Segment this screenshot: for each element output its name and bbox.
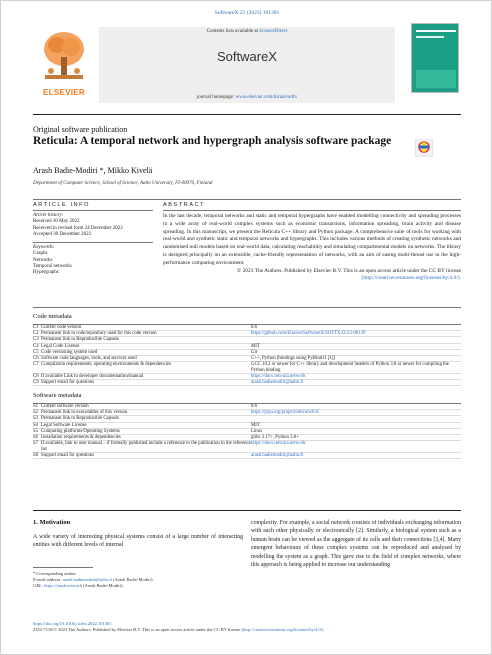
journal-reference[interactable]: SoftwareX 21 (2023) 101301	[214, 10, 280, 16]
metadata-row-label: Installation requirements & dependencies	[41, 434, 121, 440]
metadata-row-number: C1	[33, 325, 39, 330]
journal-cover-thumbnail[interactable]	[411, 23, 459, 93]
metadata-row	[33, 453, 461, 459]
author-list: Arash Badie-Modiri *, Mikko Kivelä	[33, 166, 153, 175]
author-email-link[interactable]: arash.badiemodiri@aalto.fi	[62, 577, 112, 582]
contents-prefix: Contents lists available at	[206, 29, 260, 34]
metadata-row-value: Git	[251, 349, 258, 355]
metadata-row-label: Permanent link to Reproducible Capsule	[41, 416, 119, 422]
cover-title-bar	[416, 30, 456, 32]
metadata-row-label: Permanent link to code/repository used for this code version	[41, 331, 157, 337]
keyword-item: Networks	[33, 257, 53, 263]
metadata-row-link[interactable]: https://docs.reticula.network	[251, 441, 306, 447]
cover-subtitle-bar	[416, 36, 444, 38]
contents-available	[99, 29, 395, 34]
body-divider	[33, 510, 461, 511]
software-metadata-table	[33, 404, 461, 459]
metadata-row-label: Compilation requirements, operating environments & dependencies	[41, 362, 172, 368]
metadata-row	[33, 441, 461, 452]
keyword-item: Graphs	[33, 251, 48, 257]
metadata-row-number: S5	[33, 428, 39, 434]
article-info-heading: ARTICLE INFO	[33, 202, 90, 208]
homepage-prefix: journal homepage:	[196, 95, 236, 100]
footnote-rule	[33, 567, 93, 568]
metadata-row-number: S3	[33, 416, 39, 422]
metadata-row-label: Current software version	[41, 404, 89, 409]
metadata-row-link[interactable]: https://pypi.org/project/reticula/0.6/	[251, 410, 320, 416]
url-suffix: (Arash Badie-Modiri).	[82, 583, 124, 588]
body-left-column: A wide variety of interesting physical systems consist of a large number of interacting entities with different levels of internal	[33, 534, 243, 549]
corresponding-author-note: * Corresponding author.	[33, 571, 77, 576]
metadata-row-value: C++, Python (bindings using PyBind11 [1])	[251, 355, 336, 361]
copyright-text: © 2023 The Authors. Published by Elsevier B.V. This is an open access article under the CC BY license	[237, 267, 461, 274]
metadata-row-label: Current code version	[41, 325, 82, 330]
elsevier-wordmark: ELSEVIER	[43, 88, 85, 97]
metadata-row-label: Permanent link to executables of this version	[41, 410, 128, 416]
journal-homepage	[99, 95, 395, 100]
url-line	[33, 583, 243, 589]
code-meta-divider	[33, 307, 461, 308]
body-right-column: complexity. For example, a social network consists of individuals exchanging information with each other physically or electronically [2]. Similarly, a biological system such as a human brain can be viewed as the aggregate of its cells and their connections [3,4]. Many emergent behaviours of these complex systems can be reproduced and analysed by modelling the system as a graph. This gave rise to the field of complex networks, where this approach is being applied to increase our understanding	[251, 520, 461, 569]
revised-date: Received in revised form 24 December 2022	[33, 225, 123, 231]
license-text: 2352-7110/© 2023 The Authors. Published by Elsevier B.V. This is an open access article under the CC BY license	[33, 627, 242, 632]
abstract-text: In the last decade, temporal networks and static and temporal hypergraphs have enabled modelling connectivity and spreading processes in a wide array of real-world complex systems such as economic transactions, information spreading, brain activity and disease spreading. In this manuscript, we present the Reticula C++ library and Python package: A comprehensive suite of tools for working with real-world and synthetic static and temporal networks and hypergraphs. This includes various methods of creating synthetic networks and randomised null models based on real-world data, calculating reachability and simulating compartmental models on networks. The library is designed principally on an extensible, cache-friendly representation of networks, with an aim of easing multi-thread use in the high-performance computing environment.	[163, 213, 461, 266]
crossmark-icon[interactable]	[415, 139, 433, 157]
paper-title: Reticula: A temporal network and hypergraph analysis software package	[33, 135, 392, 147]
metadata-row-label: If available Link to developer documentation/manual	[41, 373, 144, 379]
metadata-row-number: S7	[33, 441, 39, 447]
metadata-row-label: Computing platforms/Operating Systems	[41, 428, 120, 434]
code-metadata-heading: Code metadata	[33, 313, 72, 320]
metadata-row-number: C8	[33, 373, 39, 379]
info-subdivider	[33, 210, 153, 211]
metadata-row-number: S6	[33, 434, 39, 440]
metadata-row-label: Legal Software License	[41, 422, 87, 428]
keyword-item: Hypergraphs	[33, 270, 59, 276]
cc-license-link[interactable]: (http://creativecommons.org/licenses/by/4.0/).	[361, 275, 461, 282]
metadata-row-number: C7	[33, 362, 39, 368]
footnote	[33, 571, 243, 589]
received-date: Received 30 May 2022	[33, 219, 80, 225]
metadata-row-number: C6	[33, 355, 39, 361]
metadata-row	[33, 380, 461, 386]
article-type: Original software publication	[33, 125, 128, 134]
cover-graphic	[416, 70, 456, 88]
metadata-row-value: MIT	[251, 422, 260, 428]
metadata-row-label: Software code languages, tools, and services used	[41, 355, 137, 361]
keywords-divider	[33, 242, 153, 243]
metadata-row-number: C2	[33, 331, 39, 337]
metadata-row-number: S4	[33, 422, 39, 428]
journal-title: SoftwareX	[217, 49, 277, 64]
metadata-row-label: Code versioning system used	[41, 349, 98, 355]
metadata-row-label: Support email for questions	[41, 379, 95, 385]
metadata-row-number: S2	[33, 410, 39, 416]
url-label: URL:	[33, 583, 45, 588]
metadata-row-number: C5	[33, 349, 39, 355]
metadata-row-label: Support email for questions	[41, 452, 95, 458]
email-suffix: (Arash Badie-Modiri).	[111, 577, 154, 582]
metadata-row-number: S1	[33, 404, 39, 409]
metadata-row-label: If available, link to user manual – if formally published include a reference to the publication in the reference list	[41, 441, 251, 452]
metadata-row-value: MIT	[251, 343, 260, 349]
metadata-row-number: C9	[33, 379, 39, 385]
journal-header-box	[99, 27, 395, 103]
metadata-row-value: 0.6	[251, 325, 257, 330]
email-label: E-mail address:	[33, 577, 63, 582]
metadata-row-value: GCC 10.2 or newer for C++ library and development headers of Python 3.8 or newer for compiling the Python binding	[251, 362, 449, 373]
metadata-row-number: C3	[33, 337, 39, 343]
keywords-label: Keywords:	[33, 245, 55, 251]
doi-link[interactable]: https://doi.org/10.1016/j.softx.2022.101301	[33, 621, 112, 626]
metadata-row	[33, 362, 461, 373]
metadata-row-value: Linux	[251, 428, 263, 434]
metadata-row-number: S8	[33, 452, 39, 458]
header-divider	[33, 114, 461, 115]
accepted-date: Accepted 30 December 2022	[33, 231, 92, 237]
metadata-row-link[interactable]: arash.badiemodiri@aalto.fi	[251, 452, 304, 458]
author-url-link[interactable]: https://arash.network	[44, 583, 82, 588]
abstract	[163, 213, 461, 283]
metadata-row-link[interactable]: arash.badiemodiri@aalto.fi	[251, 379, 304, 385]
homepage-link[interactable]: www.elsevier.com/locate/softx	[235, 95, 298, 100]
footer-license-link[interactable]: (http://creativecommons.org/licenses/by/4.0/).	[241, 627, 325, 632]
sciencedirect-link[interactable]: ScienceDirect	[259, 29, 288, 34]
metadata-row-value: glibc 2.17+, Python 3.8+	[251, 434, 299, 440]
code-metadata-table	[33, 325, 461, 386]
software-metadata-heading: Software metadata	[33, 392, 82, 399]
metadata-row-label: Legal Code License	[41, 343, 80, 349]
abstract-heading: ABSTRACT	[163, 202, 206, 208]
elsevier-logo[interactable]	[33, 23, 95, 105]
copyright-notice	[163, 268, 461, 284]
article-info	[33, 213, 153, 277]
metadata-row-value: 0.6	[251, 404, 257, 409]
page-footer	[33, 621, 461, 633]
metadata-row-number: C4	[33, 343, 39, 349]
metadata-row-label: Permanent link to Reproducible Capsule	[41, 337, 119, 343]
info-divider	[33, 199, 461, 200]
section-heading-motivation: 1. Motivation	[33, 519, 71, 526]
license-line	[33, 627, 461, 633]
metadata-row-link[interactable]: https://github.com/ElsevierSoftwareX/SOFTX-D-22-00139	[251, 331, 366, 337]
keyword-item: Temporal networks	[33, 264, 72, 270]
history-label: Article history:	[33, 213, 64, 218]
journal-banner	[33, 23, 461, 111]
elsevier-tree-icon	[39, 27, 89, 83]
author-affiliation: Department of Computer Science, School of Science, Aalto University, FI-00076, Finland	[33, 181, 213, 186]
abstract-subdivider	[163, 210, 461, 211]
metadata-row-link[interactable]: https://docs.reticula.network	[251, 373, 306, 379]
